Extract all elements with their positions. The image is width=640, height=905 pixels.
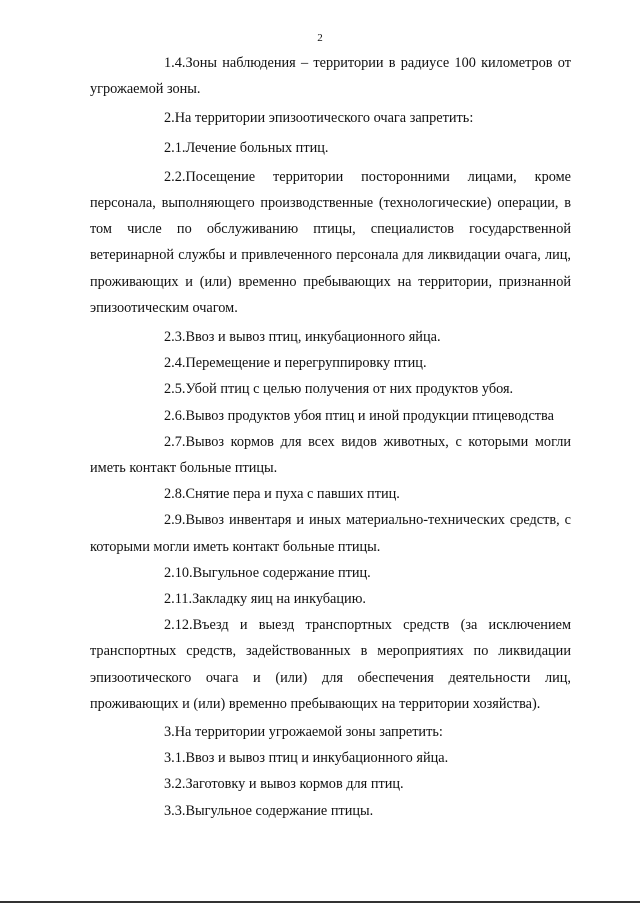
paragraph-text: Вывоз кормов для всех видов животных, с которыми могли иметь контакт больные птицы. <box>90 433 571 477</box>
paragraph-number: 2.8. <box>164 486 186 503</box>
paragraph-2-4 <box>90 350 571 376</box>
paragraph-number: 3.1. <box>164 750 186 767</box>
paragraph-2-12 <box>90 612 571 717</box>
paragraph-number: 3. <box>164 724 175 741</box>
paragraph-1-4 <box>90 50 571 102</box>
paragraph-3-1 <box>90 745 571 771</box>
paragraph-text: Вывоз инвентаря и иных материально-технических средств, с которыми могли иметь контакт больные птицы. <box>90 512 571 555</box>
paragraph-number: 2.7. <box>164 433 186 450</box>
paragraph-number: 1.4. <box>164 55 186 71</box>
paragraph-number: 3.2. <box>164 776 186 793</box>
paragraph-number: 2.2. <box>164 168 186 185</box>
paragraph-text: Закладку яиц на инкубацию. <box>192 591 366 608</box>
paragraph-2-6 <box>90 403 571 429</box>
paragraph-2-7 <box>90 429 571 481</box>
paragraph-text: Лечение больных птиц. <box>185 139 329 156</box>
document-body <box>90 50 571 824</box>
paragraph-number: 2.12. <box>164 617 193 634</box>
paragraph-number: 2.3. <box>164 329 186 346</box>
paragraph-2-5 <box>90 376 571 402</box>
paragraph-number: 2. <box>164 110 175 127</box>
paragraph-text: Перемещение и перегруппировку птиц. <box>185 355 427 372</box>
paragraph-2 <box>90 105 571 131</box>
bottom-edge-line <box>0 901 640 903</box>
paragraph-2-2 <box>90 164 571 321</box>
paragraph-number: 2.4. <box>164 355 186 372</box>
paragraph-text: На территории эпизоотического очага запретить: <box>174 110 474 127</box>
paragraph-2-1 <box>90 135 571 161</box>
paragraph-text: На территории угрожаемой зоны запретить: <box>174 724 443 741</box>
paragraph-2-9 <box>90 507 571 559</box>
paragraph-text: Въезд и выезд транспортных средств (за исключением транспортных средств, задействованных в мероприятиях по ликвидации эпизоотического очага и (или) для обеспечения деятельности лиц, проживающих и (или) временно пребывающих на территории хозяйства). <box>90 617 571 712</box>
paragraph-3 <box>90 719 571 745</box>
paragraph-2-11 <box>90 586 571 612</box>
page-number: 2 <box>317 32 323 44</box>
paragraph-3-2 <box>90 771 571 797</box>
paragraph-3-3 <box>90 798 571 824</box>
paragraph-2-3 <box>90 324 571 350</box>
paragraph-text: Выгульное содержание птиц. <box>192 564 371 581</box>
paragraph-number: 2.6. <box>164 407 186 424</box>
paragraph-text: Ввоз и вывоз птиц и инкубационного яйца. <box>185 750 449 767</box>
paragraph-text: Выгульное содержание птицы. <box>185 802 374 819</box>
paragraph-text: Посещение территории посторонними лицами, кроме персонала, выполняющего производственные (технологические) операции, в том числе по обслуживанию птицы, специалистов государственной ветеринарной службы и привлеченного персонала для ликвидации очага, лиц, проживающих и (или) временно пребывающих на территории, признанной эпизоотическим очагом. <box>90 168 571 316</box>
paragraph-text: Убой птиц с целью получения от них продуктов убоя. <box>185 381 514 398</box>
paragraph-number: 2.11. <box>164 591 193 608</box>
paragraph-number: 2.9. <box>164 512 186 529</box>
paragraph-text: Ввоз и вывоз птиц, инкубационного яйца. <box>185 329 441 346</box>
paragraph-number: 2.1. <box>164 139 186 156</box>
paragraph-text: Заготовку и вывоз кормов для птиц. <box>185 776 404 793</box>
paragraph-text: Снятие пера и пуха с павших птиц. <box>185 486 400 503</box>
paragraph-number: 2.5. <box>164 381 186 398</box>
paragraph-2-8 <box>90 481 571 507</box>
paragraph-number: 3.3. <box>164 802 186 819</box>
paragraph-text: Вывоз продуктов убоя птиц и иной продукции птицеводства <box>185 407 554 424</box>
paragraph-2-10 <box>90 560 571 586</box>
paragraph-text: Зоны наблюдения – территории в радиусе 100 километров от угрожаемой зоны. <box>90 55 571 98</box>
paragraph-number: 2.10. <box>164 564 193 581</box>
